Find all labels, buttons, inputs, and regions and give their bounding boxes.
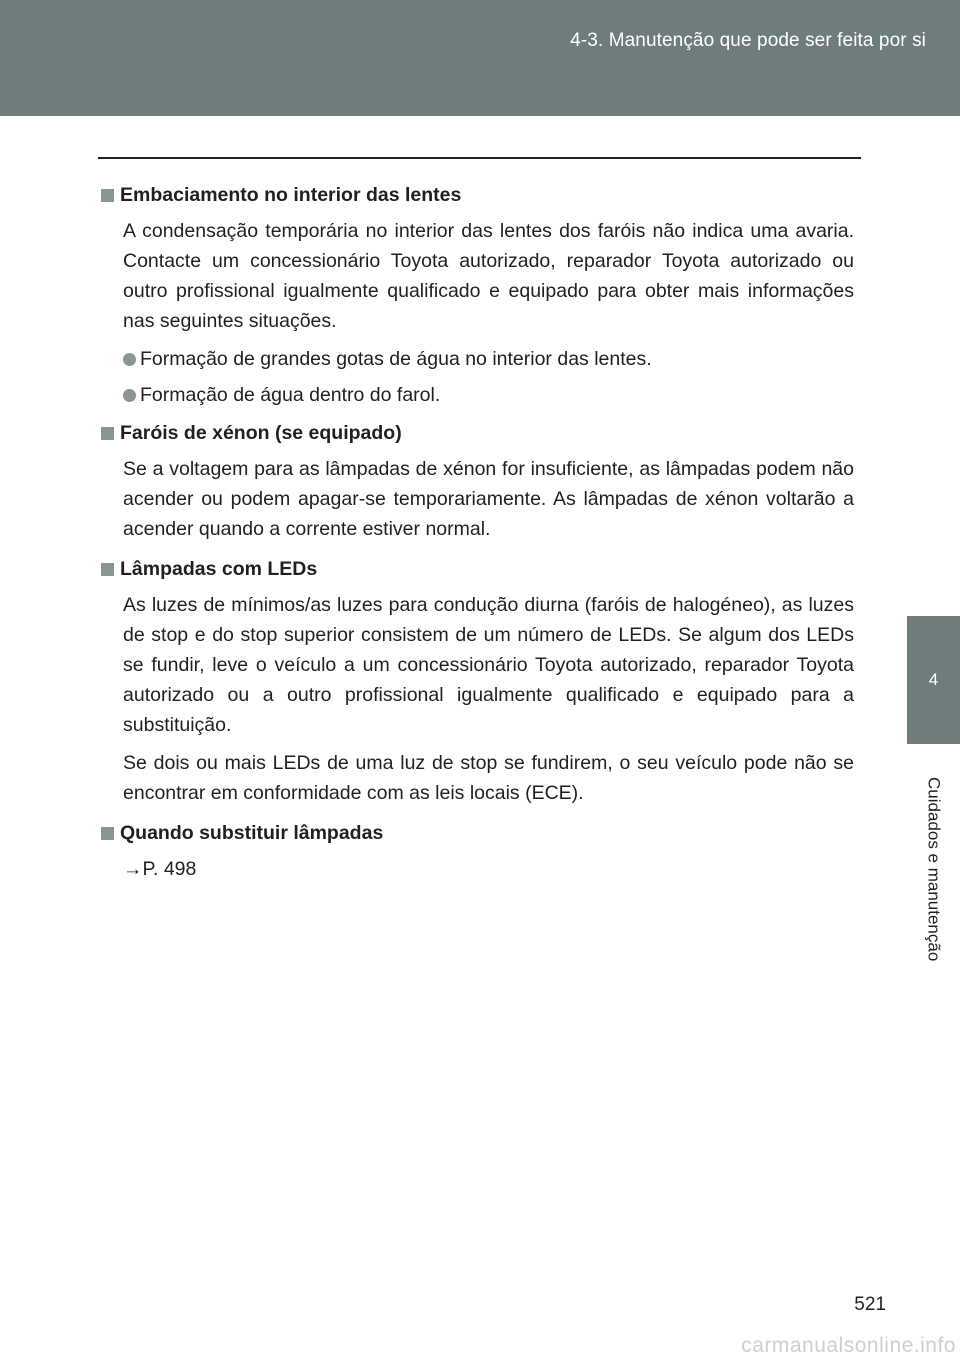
section-heading-text: Embaciamento no interior das lentes — [120, 184, 462, 206]
square-bullet-icon — [101, 827, 114, 840]
page-header — [0, 0, 960, 116]
page-number: 521 — [854, 1294, 886, 1315]
section-heading — [98, 416, 854, 450]
watermark: carmanualsonline.info — [741, 1334, 956, 1357]
list-item-text: Formação de grandes gotas de água no interior das lentes. — [140, 348, 652, 370]
section-heading-text: Lâmpadas com LEDs — [120, 558, 318, 580]
section-heading-text: Quando substituir lâmpadas — [120, 822, 384, 844]
section-heading-text: Faróis de xénon (se equipado) — [120, 422, 402, 444]
section-heading — [98, 178, 854, 212]
page-content — [98, 178, 854, 884]
circle-bullet-icon — [123, 389, 136, 402]
chapter-tab-number: 4 — [907, 616, 960, 744]
page-reference-link[interactable]: →P. 498 — [123, 858, 197, 880]
paragraph: Se a voltagem para as lâmpadas de xénon for insuficiente, as lâmpadas podem não acender ou podem apagar-se temporariamente. As lâmpadas de xénon voltarão a acender quando a corrente estiver normal. — [123, 458, 854, 540]
section-heading — [98, 552, 854, 586]
chapter-tab-label: Cuidados e manutenção — [924, 776, 944, 962]
paragraph: Se dois ou mais LEDs de uma luz de stop se fundirem, o seu veículo pode não se encontrar em conformidade com as leis locais (ECE). — [123, 752, 854, 804]
list-item-text: Formação de água dentro do farol. — [140, 384, 441, 406]
list-item — [123, 380, 854, 410]
top-rule — [98, 157, 861, 159]
chapter-title: 4-3. Manutenção que pode ser feita por si — [570, 30, 926, 51]
paragraph: As luzes de mínimos/as luzes para condução diurna (faróis de halogéneo), as luzes de stop e do stop superior consistem de um número de LEDs. Se algum dos LEDs se fundir, leve o veículo a um concessionário Toyota autorizado, reparador Toyota autorizado ou a outro profissional igualmente qualificado e equipado para a substituição. — [123, 594, 854, 736]
square-bullet-icon — [101, 189, 114, 202]
chapter-tab — [907, 744, 960, 994]
circle-bullet-icon — [123, 353, 136, 366]
paragraph: A condensação temporária no interior das lentes dos faróis não indica uma avaria. Contacte um concessionário Toyota autorizado, reparador Toyota autorizado ou outro profissional igualmente qualificado e equipado para obter mais informações nas seguintes situações. — [123, 220, 854, 332]
square-bullet-icon — [101, 427, 114, 440]
square-bullet-icon — [101, 563, 114, 576]
section-heading — [98, 816, 854, 850]
list-item — [123, 344, 854, 374]
